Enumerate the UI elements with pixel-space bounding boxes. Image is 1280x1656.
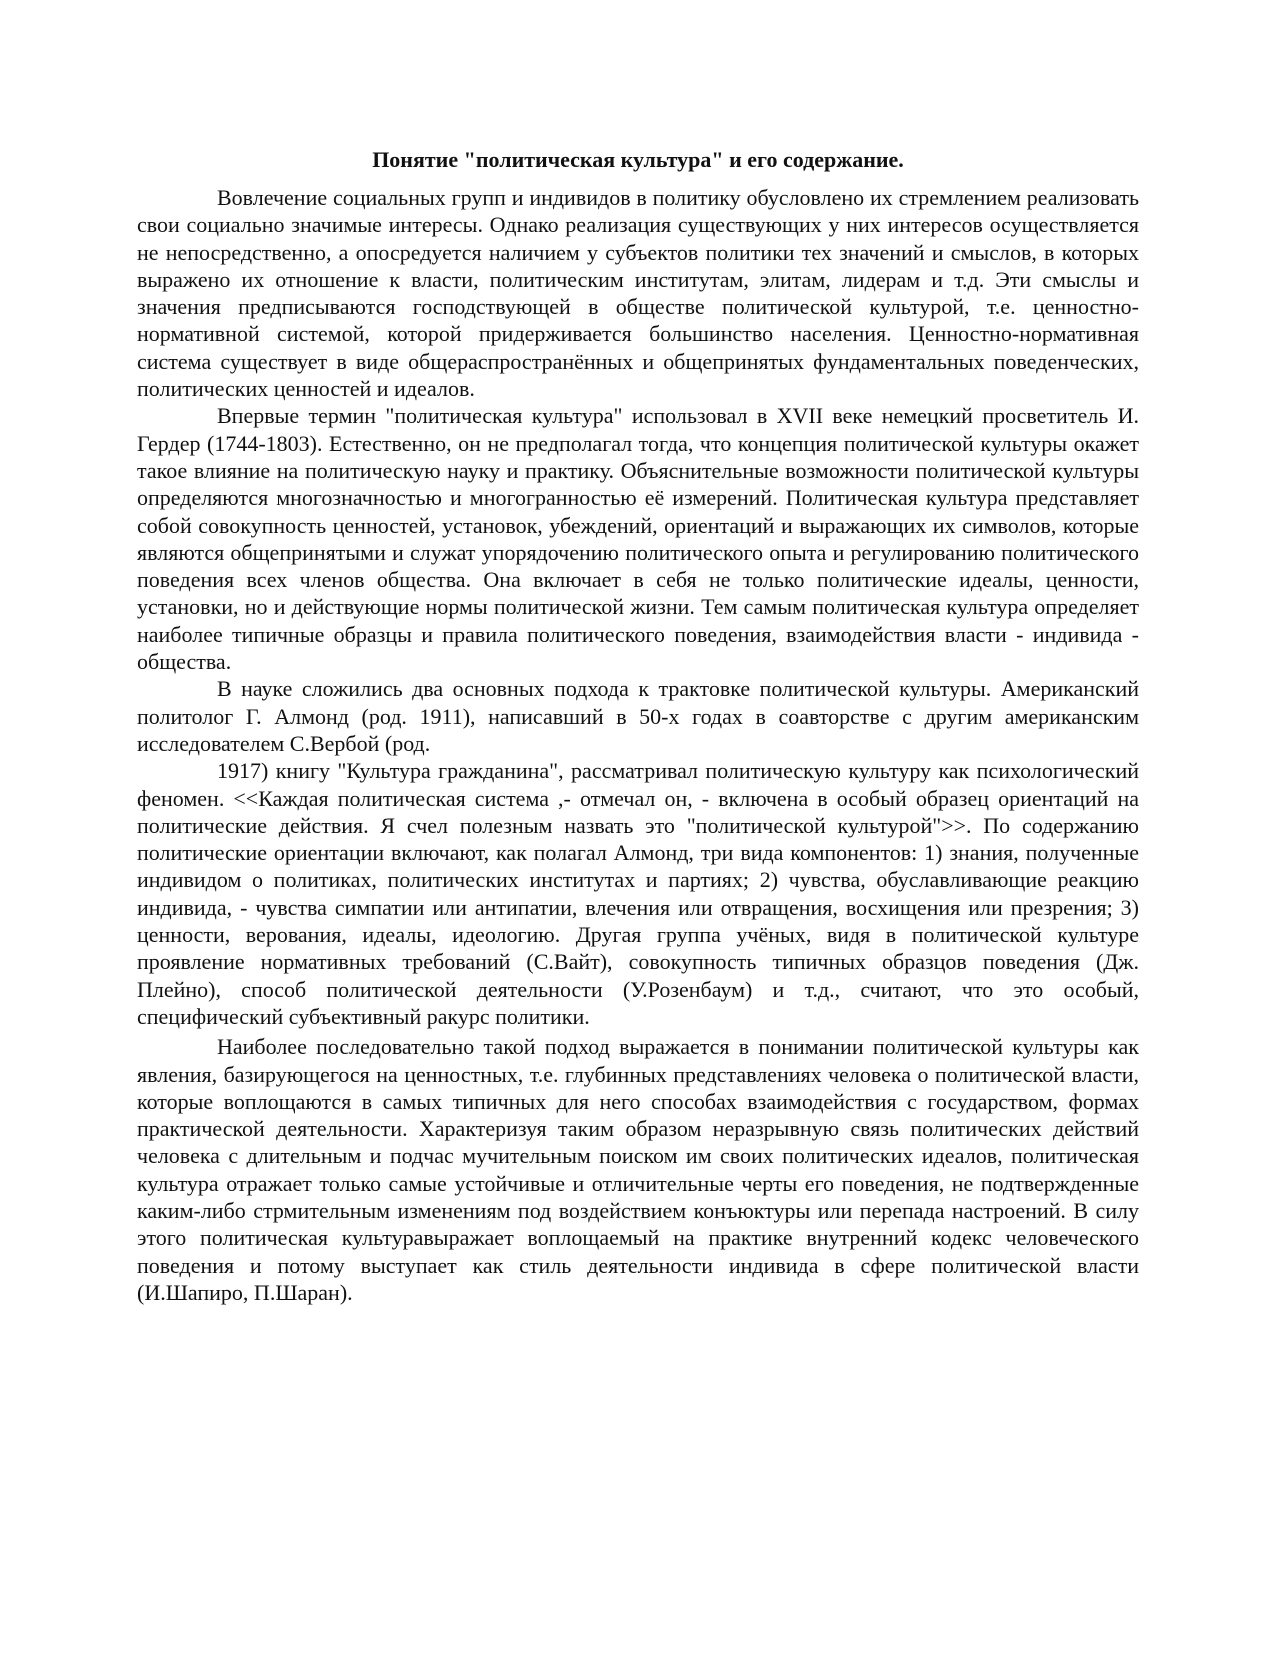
paragraph-3: В науке сложились два основных подхода к трактовке политической культуры. Американский политолог Г. Алмонд (род. 1911), написавший в 50-х годах в соавторстве с другим американским исследователем С.Вербой (род. <box>137 676 1139 756</box>
paragraph-1: Вовлечение социальных групп и индивидов в политику обусловлено их стремлением реализовать свои социально значимые интересы. Однако реализация существующих у них интересов осуществляется не непосредственно, а опосредуется наличием у субъектов политики тех значений и смыслов, в которых выражено их отношение к власти, политическим институтам, элитам, лидерам и т.д. Эти смыслы и значения предписываются господствующей в обществе политической культурой, т.е. ценностно-нормативной системой, которой придерживается большинство населения. Ценностно-нормативная система существует в виде общераспространённых и общепринятых фундаментальных поведенческих, политических ценностей и идеалов. <box>137 185 1139 402</box>
document-page <box>137 146 1139 1306</box>
paragraph-4: 1917) книгу "Культура гражданина", рассматривал политическую культуру как психологический феномен. <<Каждая политическая система ,- отмечал он, - включена в особый образец ориентаций на политические действия. Я счел полезным назвать это "политической культурой">>. По содержанию политические ориентации включают, как полагал Алмонд, три вида компонентов: 1) знания, полученные индивидом о политиках, политических институтах и партиях; 2) чувства, обуславливающие реакцию индивида, - чувства симпатии или антипатии, влечения или отвращения, восхищения или презрения; 3) ценности, верования, идеалы, идеологию. Другая группа учёных, видя в политической культуре проявление нормативных требований (С.Вайт), совокупность типичных образцов поведения (Дж. Плейно), способ политической деятельности (У.Розенбаум) и т.д., считают, что это особый, специфический субъективный ракурс политики. <box>137 758 1139 1029</box>
paragraph-2: Впервые термин "политическая культура" использовал в XVII веке немецкий просветитель И. Гердер (1744-1803). Естественно, он не предполагал тогда, что концепция политической культуры окажет такое влияние на политическую науку и практику. Объяснительные возможности политической культуры определяются многозначностью и многогранностью её измерений. Политическая культура представляет собой совокупность ценностей, установок, убеждений, ориентаций и выражающих их символов, которые являются общепринятыми и служат упорядочению политического опыта и регулированию политического поведения всех членов общества. Она включает в себя не только политические идеалы, ценности, установки, но и действующие нормы политической жизни. Тем самым политическая культура определяет наиболее типичные образцы и правила политического поведения, взаимодействия власти - индивида - общества. <box>137 403 1139 675</box>
paragraph-5: Наиболее последовательно такой подход выражается в понимании политической культуры как явления, базирующегося на ценностных, т.е. глубинных представлениях человека о политической власти, которые воплощаются в самых типичных для него способах взаимодействия с государством, формах практической деятельности. Характеризуя таким образом неразрывную связь политических действий человека с длительным и подчас мучительным поиском им своих политических идеалов, политическая культура отражает только самые устойчивые и отличительные черты его поведения, не подтвержденные каким-либо стрмительным изменениям под воздействием конъюктуры или перепада настроений. В силу этого политическая культуравыражает воплощаемый на практике внутренний кодекс человеческого поведения и потому выступает как стиль деятельности индивида в сфере политической власти (И.Шапиро, П.Шаран). <box>137 1034 1139 1305</box>
document-title: Понятие "политическая культура" и его содержание. <box>372 147 904 172</box>
